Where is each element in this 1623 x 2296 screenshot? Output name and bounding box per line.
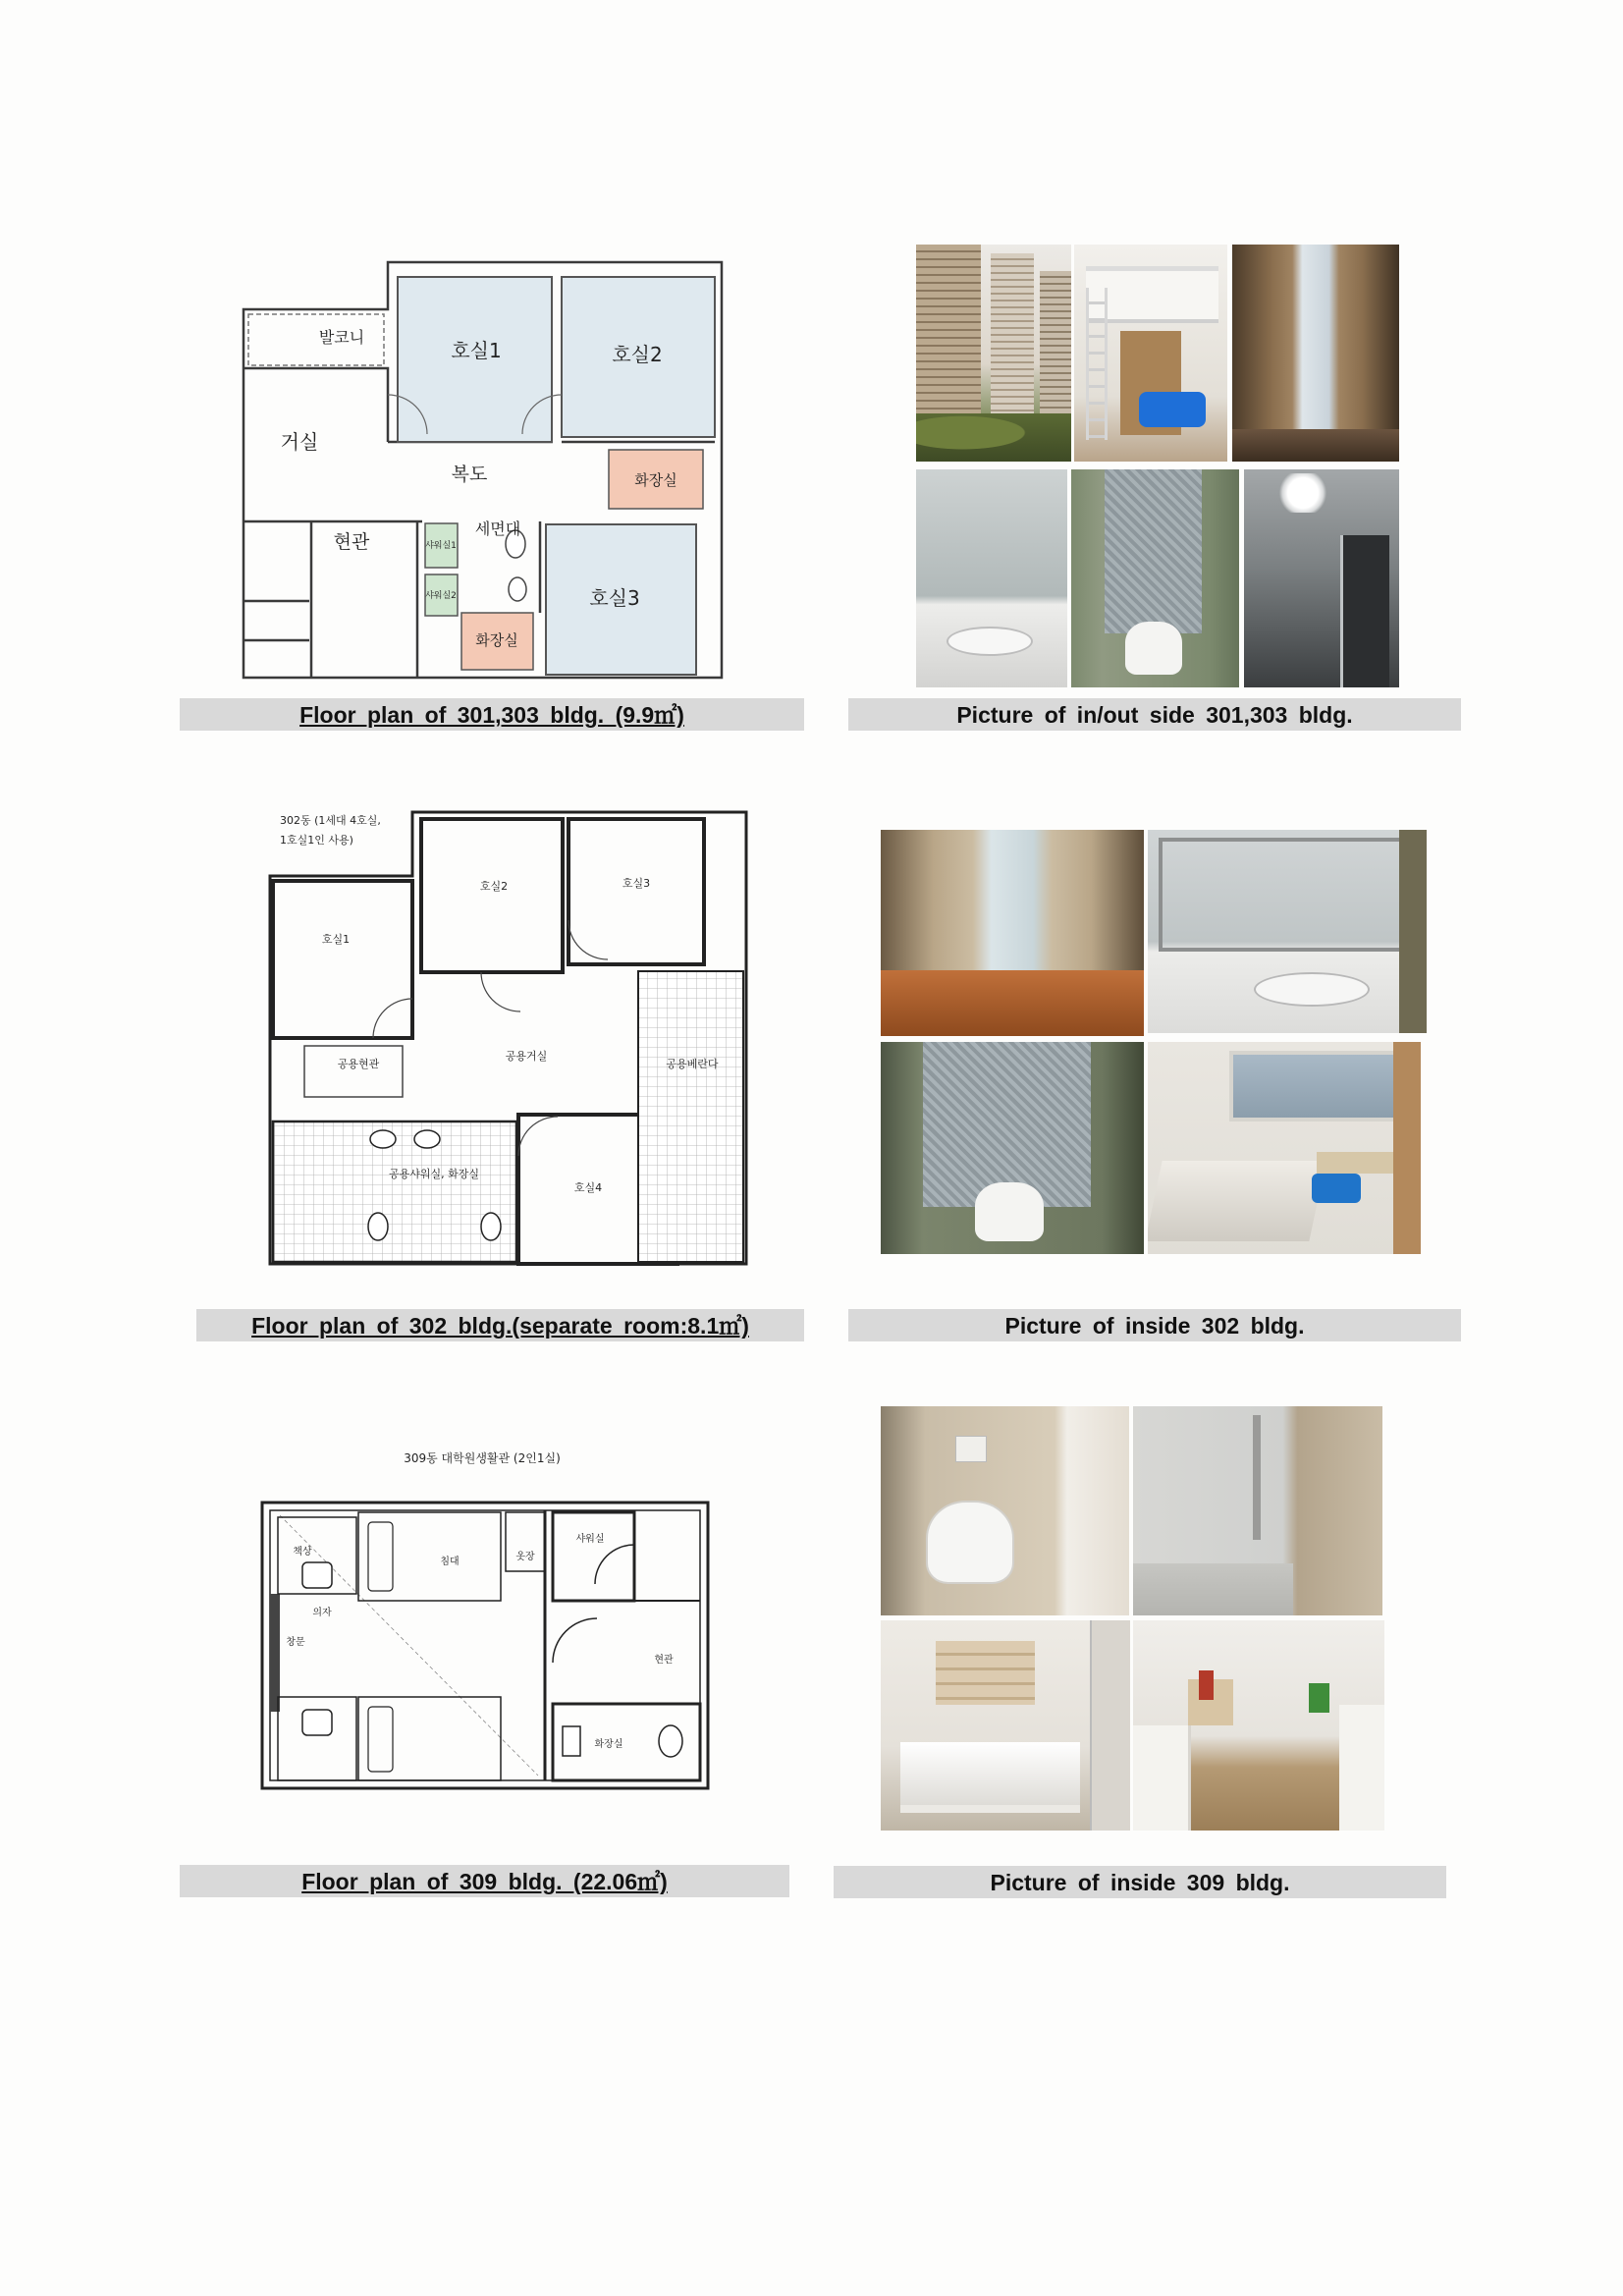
plan-title: 309동 대학원생활관 (2인1실)	[404, 1451, 561, 1465]
door-arc	[568, 920, 608, 959]
building-tower	[991, 253, 1034, 436]
caption-floor-plan-301-303	[180, 698, 804, 731]
photo-room-desks	[1133, 1620, 1384, 1831]
toilet-fixture	[368, 1213, 388, 1240]
photo-hallway-window	[1232, 245, 1399, 462]
label-window: 창문	[286, 1637, 305, 1648]
photo-shower-toilet	[1071, 469, 1239, 687]
photo-bed-shelves	[881, 1620, 1130, 1831]
label-washstand: 세면대	[474, 519, 521, 538]
label-room3: 호실3	[589, 586, 640, 610]
door-arc	[553, 1618, 597, 1663]
label-living-room: 거실	[280, 430, 319, 454]
toilet-fixture	[509, 577, 526, 601]
chair-bottom	[302, 1710, 332, 1735]
caption-floor-plan-309	[180, 1865, 789, 1897]
toilet-fixture	[481, 1213, 501, 1240]
bed	[1148, 1161, 1325, 1241]
pillow-bottom	[368, 1707, 393, 1772]
door-arc	[595, 1545, 634, 1584]
caption-photos-302	[848, 1309, 1461, 1341]
photo-sink-mirror	[1148, 830, 1427, 1033]
toilet-fixture	[659, 1725, 682, 1757]
label-bed: 침대	[440, 1557, 460, 1567]
desk	[1317, 1152, 1398, 1174]
label-shower1: 샤워실1	[425, 541, 457, 551]
photo-bedroom-window	[1148, 1042, 1421, 1254]
caption-text: Floor plan of 301,303 bldg. (9.9㎡)	[299, 702, 684, 728]
door-arc	[518, 1117, 558, 1156]
label-bathroom-bottom: 화장실	[475, 631, 518, 649]
room1	[273, 881, 412, 1038]
outer-wall	[262, 1503, 708, 1788]
floor	[1232, 429, 1399, 462]
caption-photos-309	[834, 1866, 1446, 1898]
caption-text: Floor plan of 302 bldg.(separate room:8.1㎡)	[251, 1313, 749, 1339]
photo-loft-bed-room	[1074, 245, 1227, 462]
room2	[421, 819, 563, 972]
label-chair: 의자	[312, 1608, 332, 1618]
wardrobe	[506, 1512, 545, 1571]
label-room1: 호실1	[451, 339, 502, 362]
wood-floor	[881, 970, 1144, 1036]
toilet	[926, 1501, 1014, 1584]
mosaic-wall	[1105, 469, 1202, 633]
wood-door	[1399, 830, 1427, 1033]
building-tower	[916, 245, 981, 435]
wood-door	[1393, 1042, 1421, 1254]
diagonal-line	[280, 1515, 538, 1776]
label-room3: 호실3	[622, 877, 651, 890]
shower-room	[553, 1512, 634, 1601]
label-balcony: 발코니	[318, 328, 365, 347]
label-room2: 호실2	[612, 343, 663, 366]
caption-text: Picture of inside 302 bldg.	[1004, 1313, 1305, 1339]
door-arc	[481, 972, 520, 1011]
bed	[1133, 1725, 1191, 1831]
label-shower: 샤워실	[575, 1534, 605, 1545]
trees	[916, 413, 1071, 462]
entrance-wall	[553, 1601, 700, 1704]
green-chair	[1309, 1683, 1328, 1713]
photo-toilet	[881, 1406, 1129, 1615]
photo-shower	[1133, 1406, 1382, 1615]
label-room2: 호실2	[479, 880, 509, 893]
door-arc	[373, 999, 412, 1038]
common-veranda	[638, 971, 743, 1262]
window	[270, 1594, 280, 1712]
bed-top	[358, 1512, 501, 1601]
floor-plan-309	[258, 1447, 716, 1797]
label-room4: 호실4	[573, 1181, 603, 1194]
floor-plan-301-303	[241, 247, 727, 681]
ladder	[1086, 288, 1108, 440]
red-chair	[1199, 1670, 1214, 1700]
label-room1: 호실1	[321, 933, 351, 946]
caption-text: Picture of inside 309 bldg.	[990, 1870, 1290, 1895]
caption-photos-301-303	[848, 698, 1461, 731]
caption-text: Floor plan of 309 bldg. (22.06㎡)	[301, 1869, 668, 1894]
label-toilet: 화장실	[594, 1739, 623, 1750]
room3	[568, 819, 704, 964]
ceiling-light	[1275, 473, 1331, 513]
label-common-veranda: 공용베란다	[666, 1058, 719, 1070]
photo-building-exterior	[916, 245, 1071, 462]
shower-pipe	[1253, 1415, 1261, 1541]
sink-fixture	[414, 1130, 440, 1148]
shower-floor	[1133, 1563, 1293, 1615]
label-wardrobe: 옷장	[515, 1552, 535, 1562]
bed-bottom	[358, 1697, 501, 1780]
photo-hallway-wood-floor	[881, 830, 1144, 1036]
building-tower	[1040, 271, 1071, 436]
photo-shower-ceiling	[1244, 469, 1399, 687]
label-entrance: 현관	[654, 1655, 674, 1666]
caption-text: Picture of in/out side 301,303 bldg.	[956, 702, 1353, 728]
title-line-2: 1호실1인 사용)	[280, 834, 353, 847]
label-desk: 책상	[293, 1547, 312, 1558]
blue-chair	[1312, 1174, 1361, 1203]
toilet	[1125, 622, 1182, 674]
sink	[1254, 972, 1370, 1007]
title-line-1: 302동 (1세대 4호실,	[280, 814, 381, 827]
photo-sink-mirror	[916, 469, 1067, 687]
pillow-top	[368, 1522, 393, 1591]
photo-toilet-mosaic	[881, 1042, 1144, 1254]
shelves	[936, 1641, 1036, 1704]
floor-plan-302	[265, 802, 750, 1270]
common-entrance	[304, 1046, 403, 1097]
caption-floor-plan-302	[196, 1309, 804, 1341]
window	[1229, 1051, 1406, 1122]
toilet	[975, 1182, 1044, 1241]
label-common-living: 공용거실	[505, 1050, 548, 1063]
label-shower2: 샤워실2	[425, 591, 457, 601]
label-common-entrance: 공용현관	[337, 1058, 380, 1070]
shower-door	[1340, 535, 1389, 687]
label-common-shower-toilet: 공용샤워실, 화장실	[388, 1168, 480, 1180]
label-bathroom-top: 화장실	[634, 471, 677, 489]
bed	[1339, 1705, 1384, 1831]
label-corridor: 복도	[451, 464, 488, 485]
sink-fixture	[563, 1726, 580, 1756]
paper-holder	[955, 1436, 987, 1463]
sink-fixture	[370, 1130, 396, 1148]
sink	[947, 627, 1034, 657]
chair-top	[302, 1562, 332, 1588]
label-entrance: 현관	[333, 531, 370, 553]
blue-chair	[1139, 392, 1207, 426]
door-frame	[1090, 1620, 1130, 1831]
bed	[900, 1742, 1080, 1813]
mirror-frame	[1159, 838, 1423, 952]
